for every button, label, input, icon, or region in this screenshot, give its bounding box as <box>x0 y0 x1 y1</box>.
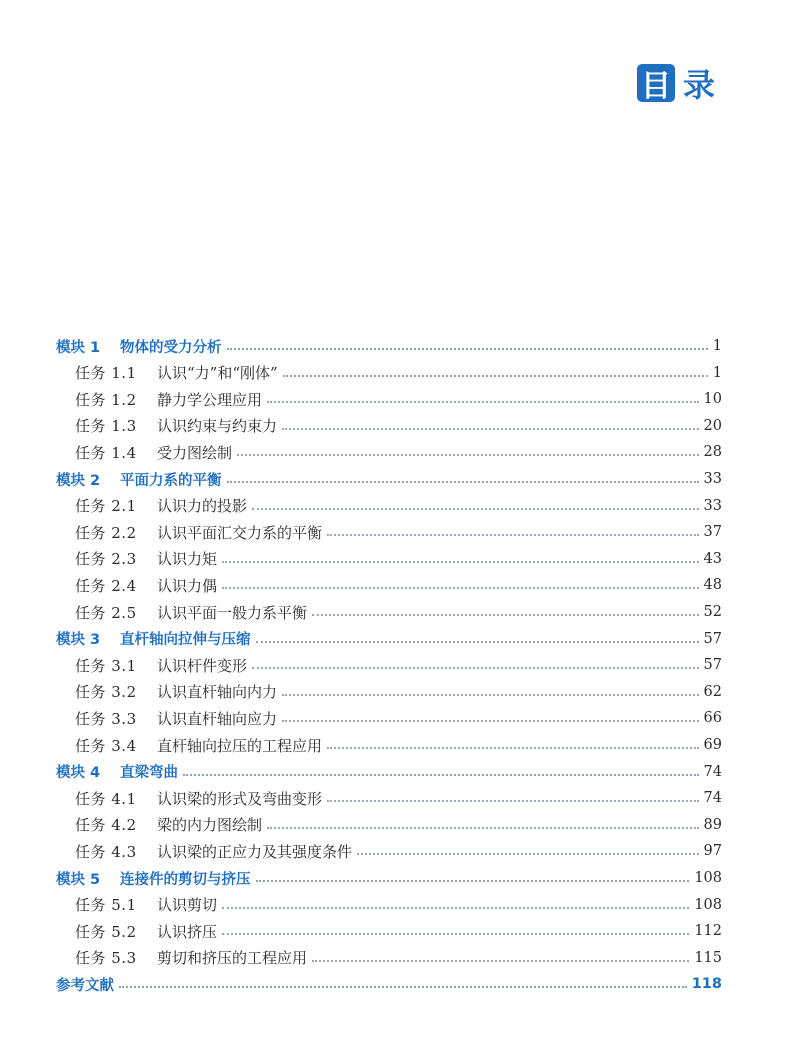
toc-task-entry <box>75 785 722 811</box>
toc-task-entry <box>75 705 722 731</box>
toc-entry-title: 认识剪切 <box>157 896 218 915</box>
dot-leader <box>252 508 699 510</box>
toc-task-entry <box>75 679 722 705</box>
toc-entry-number: 任务 1.4 <box>75 443 137 462</box>
toc-task-entry <box>75 493 722 519</box>
toc-entry-page: 118 <box>691 976 722 993</box>
toc-reference-entry <box>56 971 722 997</box>
toc-task-entry <box>75 572 722 598</box>
toc-entry-page: 37 <box>703 524 722 541</box>
toc-entry-label <box>75 389 262 410</box>
dot-leader <box>282 428 699 430</box>
toc-entry-label <box>75 947 307 968</box>
toc-task-entry <box>75 812 722 838</box>
toc-entry-label <box>56 974 114 995</box>
toc-entry-label <box>75 681 277 702</box>
toc-entry-number: 任务 1.3 <box>75 417 137 436</box>
toc-entry-number: 模块 1 <box>56 339 101 356</box>
toc-entry-label <box>75 735 322 756</box>
dot-leader <box>327 534 699 536</box>
toc-entry-page: 1 <box>712 338 722 354</box>
dot-leader <box>312 960 689 962</box>
toc-entry-label <box>75 788 322 809</box>
toc-entry-title: 直杆轴向拉伸与压缩 <box>120 632 251 649</box>
toc-entry-number: 任务 5.3 <box>75 949 137 968</box>
toc-entry-number: 任务 3.1 <box>75 656 137 675</box>
toc-entry-title: 平面力系的平衡 <box>120 472 222 489</box>
toc-entry-title: 认识平面一般力系平衡 <box>157 603 308 622</box>
toc-entry-label <box>75 921 217 942</box>
toc-entry-number: 任务 1.1 <box>75 364 137 383</box>
dot-leader <box>283 375 708 377</box>
toc-entry-number: 模块 3 <box>56 632 101 649</box>
toc-task-entry <box>75 386 722 412</box>
toc-entry-label <box>75 894 217 915</box>
toc-entry-number: 任务 4.3 <box>75 842 137 861</box>
dot-leader <box>312 614 699 616</box>
toc-entry-number: 任务 2.5 <box>75 603 137 622</box>
toc-entry-title: 物体的受力分析 <box>120 339 222 356</box>
toc-entry-number: 任务 4.2 <box>75 816 137 835</box>
toc-entry-title: 静力学公理应用 <box>157 390 263 409</box>
toc-entry-label <box>75 495 247 516</box>
dot-leader <box>357 853 699 855</box>
toc-entry-label <box>75 655 247 676</box>
toc-entry-number: 模块 5 <box>56 871 101 888</box>
toc-entry-page: 89 <box>703 816 722 833</box>
toc-entry-page: 112 <box>694 923 722 940</box>
dot-leader <box>267 401 699 403</box>
dot-leader <box>327 800 699 802</box>
dot-leader <box>256 880 690 882</box>
toc-entry-page: 108 <box>694 896 722 913</box>
toc-module-entry <box>56 865 722 891</box>
toc-entry-label <box>75 442 232 463</box>
toc-entry-title: 认识挤压 <box>157 922 218 941</box>
toc-entry-number: 任务 3.2 <box>75 683 137 702</box>
toc-entry-number: 任务 5.2 <box>75 922 137 941</box>
page-heading <box>637 63 715 103</box>
toc-entry-page: 1 <box>712 364 722 381</box>
toc-module-entry <box>56 333 722 359</box>
toc-entry-page: 115 <box>694 949 722 966</box>
toc-entry-page: 10 <box>703 391 722 408</box>
toc-entry-title: 认识力的投影 <box>157 497 248 516</box>
toc-entry-label <box>56 761 178 782</box>
heading-box-char: 目 <box>637 64 675 102</box>
heading-rest-char: 录 <box>683 66 716 104</box>
toc-task-entry <box>75 439 722 465</box>
toc-entry-title: 认识力矩 <box>157 550 218 569</box>
toc-entry-label <box>56 628 251 649</box>
toc-entry-title: 认识直杆轴向应力 <box>157 709 278 728</box>
toc-entry-label <box>56 336 222 357</box>
toc-entry-title: 连接件的剪切与挤压 <box>120 871 251 888</box>
dot-leader <box>183 774 699 776</box>
toc-entry-number: 任务 4.1 <box>75 789 137 808</box>
toc-task-entry <box>75 413 722 439</box>
toc-entry-label <box>75 814 262 835</box>
dot-leader <box>222 907 689 909</box>
toc-entry-page: 74 <box>703 790 722 807</box>
toc-entry-title: 认识“力”和“刚体” <box>157 364 278 383</box>
dot-leader <box>222 561 699 563</box>
dot-leader <box>222 933 689 935</box>
toc-entry-title: 剪切和挤压的工程应用 <box>157 949 308 968</box>
toc-entry-label <box>75 841 352 862</box>
toc-task-entry <box>75 918 722 944</box>
toc-entry-number: 任务 2.2 <box>75 523 137 542</box>
toc-entry-page: 43 <box>703 550 722 567</box>
toc-entry-title: 认识力偶 <box>157 576 218 595</box>
dot-leader <box>327 747 699 749</box>
toc-module-entry <box>56 466 722 492</box>
toc-task-entry <box>75 652 722 678</box>
toc-entry-title: 认识平面汇交力系的平衡 <box>157 523 323 542</box>
toc-entry-title: 认识梁的形式及弯曲变形 <box>157 789 323 808</box>
toc-entry-number: 任务 2.1 <box>75 497 137 516</box>
toc-entry-number: 模块 4 <box>56 765 101 782</box>
toc-entry-page: 74 <box>703 763 722 780</box>
dot-leader <box>256 641 699 643</box>
toc-entry-label <box>56 868 251 889</box>
toc-entry-number: 任务 1.2 <box>75 390 137 409</box>
toc-entry-label <box>75 602 307 623</box>
toc-entry-title: 直梁弯曲 <box>120 765 178 782</box>
toc-entry-page: 108 <box>694 870 722 886</box>
toc-entry-page: 57 <box>703 657 722 674</box>
toc-entry-number: 模块 2 <box>56 472 101 489</box>
toc-entry-label <box>75 415 277 436</box>
toc-task-entry <box>75 945 722 971</box>
toc-entry-page: 69 <box>703 737 722 753</box>
toc-entry-page: 52 <box>703 604 722 620</box>
toc-entry-label <box>75 362 278 383</box>
toc-entry-number: 任务 2.4 <box>75 576 137 595</box>
dot-leader <box>119 986 687 988</box>
toc-entry-page: 62 <box>703 683 722 700</box>
toc-entry-page: 66 <box>703 710 722 727</box>
toc-entry-number: 任务 2.3 <box>75 550 137 569</box>
toc-task-entry <box>75 360 722 386</box>
dot-leader <box>252 667 699 669</box>
toc-entry-title: 参考文献 <box>56 977 114 994</box>
toc-module-entry <box>56 759 722 785</box>
toc-entry-label <box>75 708 277 729</box>
dot-leader <box>282 694 699 696</box>
toc-task-entry <box>75 838 722 864</box>
toc-entry-title: 认识约束与约束力 <box>157 417 278 436</box>
toc-task-entry <box>75 519 722 545</box>
toc-entry-page: 28 <box>703 444 722 461</box>
toc-task-entry <box>75 546 722 572</box>
toc-entry-title: 直杆轴向拉压的工程应用 <box>157 736 323 755</box>
toc-entry-label <box>75 548 217 569</box>
toc-entry-number: 任务 3.4 <box>75 736 137 755</box>
toc-entry-title: 梁的内力图绘制 <box>157 816 263 835</box>
toc-entry-page: 97 <box>703 843 722 860</box>
toc-entry-number: 任务 3.3 <box>75 709 137 728</box>
dot-leader <box>267 827 699 829</box>
toc-entry-label <box>56 469 222 490</box>
toc-module-entry <box>56 626 722 652</box>
toc-entry-label <box>75 522 322 543</box>
toc-entry-page: 57 <box>703 630 722 647</box>
dot-leader <box>222 587 699 589</box>
toc-entry-title: 认识杆件变形 <box>157 656 248 675</box>
toc-entry-page: 48 <box>703 577 722 594</box>
toc-task-entry <box>75 892 722 918</box>
toc-entry-number: 任务 5.1 <box>75 896 137 915</box>
dot-leader <box>227 481 699 483</box>
toc-task-entry <box>75 599 722 625</box>
toc-entry-label <box>75 575 217 596</box>
toc-entry-page: 20 <box>703 417 722 434</box>
toc-entry-title: 认识直杆轴向内力 <box>157 683 278 702</box>
toc-task-entry <box>75 732 722 758</box>
dot-leader <box>227 348 708 350</box>
dot-leader <box>237 454 699 456</box>
toc-entry-title: 认识梁的正应力及其强度条件 <box>157 842 353 861</box>
toc-entry-page: 33 <box>703 497 722 514</box>
toc-entry-title: 受力图绘制 <box>157 443 233 462</box>
toc-entry-page: 33 <box>703 471 722 487</box>
dot-leader <box>282 720 699 722</box>
